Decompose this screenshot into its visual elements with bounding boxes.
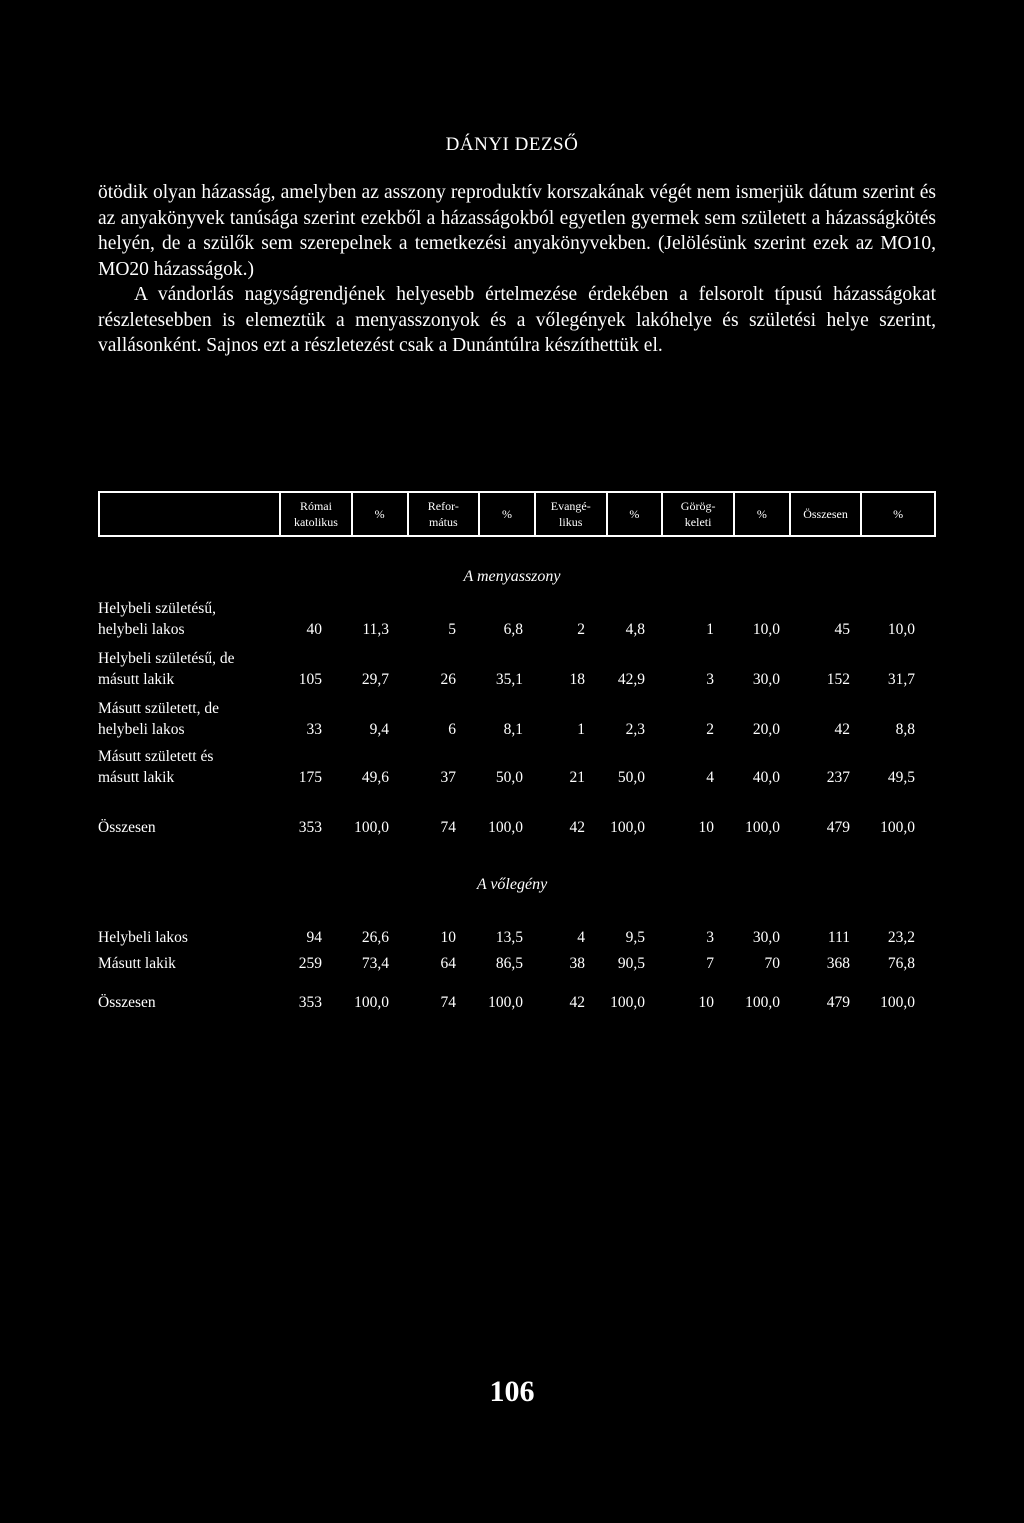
cell-roman-catholic: 175 bbox=[298, 769, 322, 786]
cell-greek-orthodox: 10 bbox=[698, 994, 714, 1011]
cell-roman-catholic: 94 bbox=[306, 929, 322, 946]
page-number: 106 bbox=[489, 1375, 535, 1408]
cell-greek-orthodox: 2 bbox=[706, 721, 714, 738]
col-header-blank bbox=[100, 493, 279, 535]
row-label: Másutt lakik bbox=[98, 955, 176, 972]
cell-lutheran: 2 bbox=[577, 621, 585, 638]
paragraph-continuation: ötödik olyan házasság, amelyben az asszony reproduktív korszakának végét nem ismerjük dátum szerint és az anyakönyvek tanúsága szerint ezekből a házasságokból egyetlen gyermek sem született a házasságkötés helyén, de a szülők sem szerepelnek a temetkezési anyakönyvekben. (Jelölésünk szerint ezek az MO10, MO20 házasságok.) bbox=[98, 182, 936, 280]
running-header: DÁNYI DEZSŐ bbox=[445, 134, 579, 155]
cell-greek-orthodox: 4 bbox=[706, 769, 714, 786]
row-label: Másutt született és másutt lakik bbox=[98, 748, 214, 786]
cell-pct-roman-catholic: 29,7 bbox=[361, 671, 389, 688]
col-header-pct-greek-orthodox: % bbox=[733, 493, 789, 535]
cell-pct-reformed: 13,5 bbox=[495, 929, 523, 946]
cell-pct-total: 76,8 bbox=[887, 955, 915, 972]
cell-pct-lutheran: 42,9 bbox=[617, 671, 645, 688]
col-header-reformed: Refor- mátus bbox=[407, 493, 479, 535]
col-header-pct-lutheran: % bbox=[606, 493, 662, 535]
cell-reformed: 64 bbox=[440, 955, 456, 972]
cell-pct-total: 49,5 bbox=[887, 769, 915, 786]
cell-pct-reformed: 50,0 bbox=[495, 769, 523, 786]
cell-pct-total: 23,2 bbox=[887, 929, 915, 946]
paragraph-migration: A vándorlás nagyságrendjének helyesebb értelmezése érdekében a felsorolt típusú házasságokat részletesebben is elemeztük a menyasszonyok és a vőlegények lakóhelye és születési helye szerint, vallásonként. Sajnos ezt a részletezést csak a Dunántúlra készíthettük el. bbox=[98, 284, 936, 356]
cell-pct-total: 31,7 bbox=[887, 671, 915, 688]
cell-reformed: 74 bbox=[440, 819, 456, 836]
row-label: Helybeli születésű, helybeli lakos bbox=[98, 600, 216, 638]
cell-greek-orthodox: 3 bbox=[706, 929, 714, 946]
col-header-total: Összesen bbox=[789, 493, 861, 535]
cell-roman-catholic: 259 bbox=[298, 955, 322, 972]
cell-reformed: 5 bbox=[448, 621, 456, 638]
cell-greek-orthodox: 10 bbox=[698, 819, 714, 836]
cell-pct-lutheran: 100,0 bbox=[610, 994, 645, 1011]
cell-pct-roman-catholic: 26,6 bbox=[361, 929, 389, 946]
col-header-lutheran: Evangé- likus bbox=[534, 493, 606, 535]
cell-pct-roman-catholic: 100,0 bbox=[354, 819, 389, 836]
cell-total: 45 bbox=[834, 621, 850, 638]
cell-pct-roman-catholic: 11,3 bbox=[362, 621, 389, 638]
table-row-total bbox=[98, 798, 938, 838]
table-row bbox=[98, 700, 938, 740]
row-label: Helybeli születésű, de másutt lakik bbox=[98, 650, 235, 688]
cell-pct-greek-orthodox: 40,0 bbox=[752, 769, 780, 786]
cell-pct-lutheran: 9,5 bbox=[625, 929, 645, 946]
cell-pct-reformed: 6,8 bbox=[503, 621, 523, 638]
cell-pct-reformed: 8,1 bbox=[503, 721, 523, 738]
row-label: Összesen bbox=[98, 819, 156, 836]
cell-total: 152 bbox=[826, 671, 850, 688]
cell-lutheran: 38 bbox=[569, 955, 585, 972]
cell-pct-reformed: 100,0 bbox=[488, 994, 523, 1011]
row-label: Helybeli lakos bbox=[98, 929, 188, 946]
body-text bbox=[98, 180, 936, 359]
cell-reformed: 74 bbox=[440, 994, 456, 1011]
cell-pct-greek-orthodox: 30,0 bbox=[752, 671, 780, 688]
cell-total: 237 bbox=[826, 769, 850, 786]
cell-roman-catholic: 105 bbox=[298, 671, 322, 688]
col-header-pct-reformed: % bbox=[478, 493, 534, 535]
cell-pct-lutheran: 2,3 bbox=[625, 721, 645, 738]
cell-reformed: 26 bbox=[440, 671, 456, 688]
cell-pct-total: 10,0 bbox=[887, 621, 915, 638]
cell-reformed: 10 bbox=[440, 929, 456, 946]
cell-pct-total: 100,0 bbox=[880, 819, 915, 836]
cell-pct-reformed: 86,5 bbox=[495, 955, 523, 972]
cell-lutheran: 1 bbox=[577, 721, 585, 738]
col-header-pct-total: % bbox=[860, 493, 934, 535]
cell-total: 42 bbox=[834, 721, 850, 738]
cell-roman-catholic: 353 bbox=[298, 819, 322, 836]
col-header-pct-roman-catholic: % bbox=[351, 493, 407, 535]
cell-pct-lutheran: 4,8 bbox=[625, 621, 645, 638]
table-row bbox=[98, 650, 938, 690]
cell-lutheran: 18 bbox=[569, 671, 585, 688]
cell-pct-greek-orthodox: 20,0 bbox=[752, 721, 780, 738]
cell-pct-greek-orthodox: 100,0 bbox=[745, 994, 780, 1011]
cell-pct-roman-catholic: 49,6 bbox=[361, 769, 389, 786]
cell-pct-greek-orthodox: 10,0 bbox=[752, 621, 780, 638]
section-title: A vőlegény bbox=[476, 876, 548, 893]
cell-total: 111 bbox=[827, 929, 850, 946]
cell-pct-roman-catholic: 73,4 bbox=[361, 955, 389, 972]
cell-pct-lutheran: 100,0 bbox=[610, 819, 645, 836]
cell-pct-lutheran: 50,0 bbox=[617, 769, 645, 786]
cell-pct-roman-catholic: 9,4 bbox=[369, 721, 389, 738]
cell-total: 479 bbox=[826, 819, 850, 836]
cell-greek-orthodox: 1 bbox=[706, 621, 714, 638]
cell-total: 479 bbox=[826, 994, 850, 1011]
cell-pct-roman-catholic: 100,0 bbox=[354, 994, 389, 1011]
table-column-header bbox=[98, 491, 936, 537]
cell-pct-total: 8,8 bbox=[895, 721, 915, 738]
cell-lutheran: 42 bbox=[569, 819, 585, 836]
cell-pct-reformed: 100,0 bbox=[488, 819, 523, 836]
table-row-total bbox=[98, 973, 938, 1013]
cell-pct-greek-orthodox: 30,0 bbox=[752, 929, 780, 946]
cell-pct-greek-orthodox: 70 bbox=[764, 955, 780, 972]
cell-pct-greek-orthodox: 100,0 bbox=[745, 819, 780, 836]
cell-lutheran: 4 bbox=[577, 929, 585, 946]
cell-roman-catholic: 33 bbox=[306, 721, 322, 738]
cell-total: 368 bbox=[826, 955, 850, 972]
cell-pct-total: 100,0 bbox=[880, 994, 915, 1011]
table-row bbox=[98, 600, 938, 640]
cell-roman-catholic: 40 bbox=[306, 621, 322, 638]
cell-reformed: 6 bbox=[448, 721, 456, 738]
cell-reformed: 37 bbox=[440, 769, 456, 786]
section-title: A menyasszony bbox=[463, 568, 561, 585]
cell-roman-catholic: 353 bbox=[298, 994, 322, 1011]
col-header-roman-catholic: Római katolikus bbox=[279, 493, 351, 535]
cell-pct-lutheran: 90,5 bbox=[617, 955, 645, 972]
cell-lutheran: 21 bbox=[569, 769, 585, 786]
cell-pct-reformed: 35,1 bbox=[495, 671, 523, 688]
cell-greek-orthodox: 7 bbox=[706, 955, 714, 972]
row-label: Másutt született, de helybeli lakos bbox=[98, 700, 219, 738]
row-label: Összesen bbox=[98, 994, 156, 1011]
table-row bbox=[98, 748, 938, 788]
cell-lutheran: 42 bbox=[569, 994, 585, 1011]
col-header-greek-orthodox: Görög- keleti bbox=[661, 493, 733, 535]
cell-greek-orthodox: 3 bbox=[706, 671, 714, 688]
table-row bbox=[98, 934, 938, 974]
